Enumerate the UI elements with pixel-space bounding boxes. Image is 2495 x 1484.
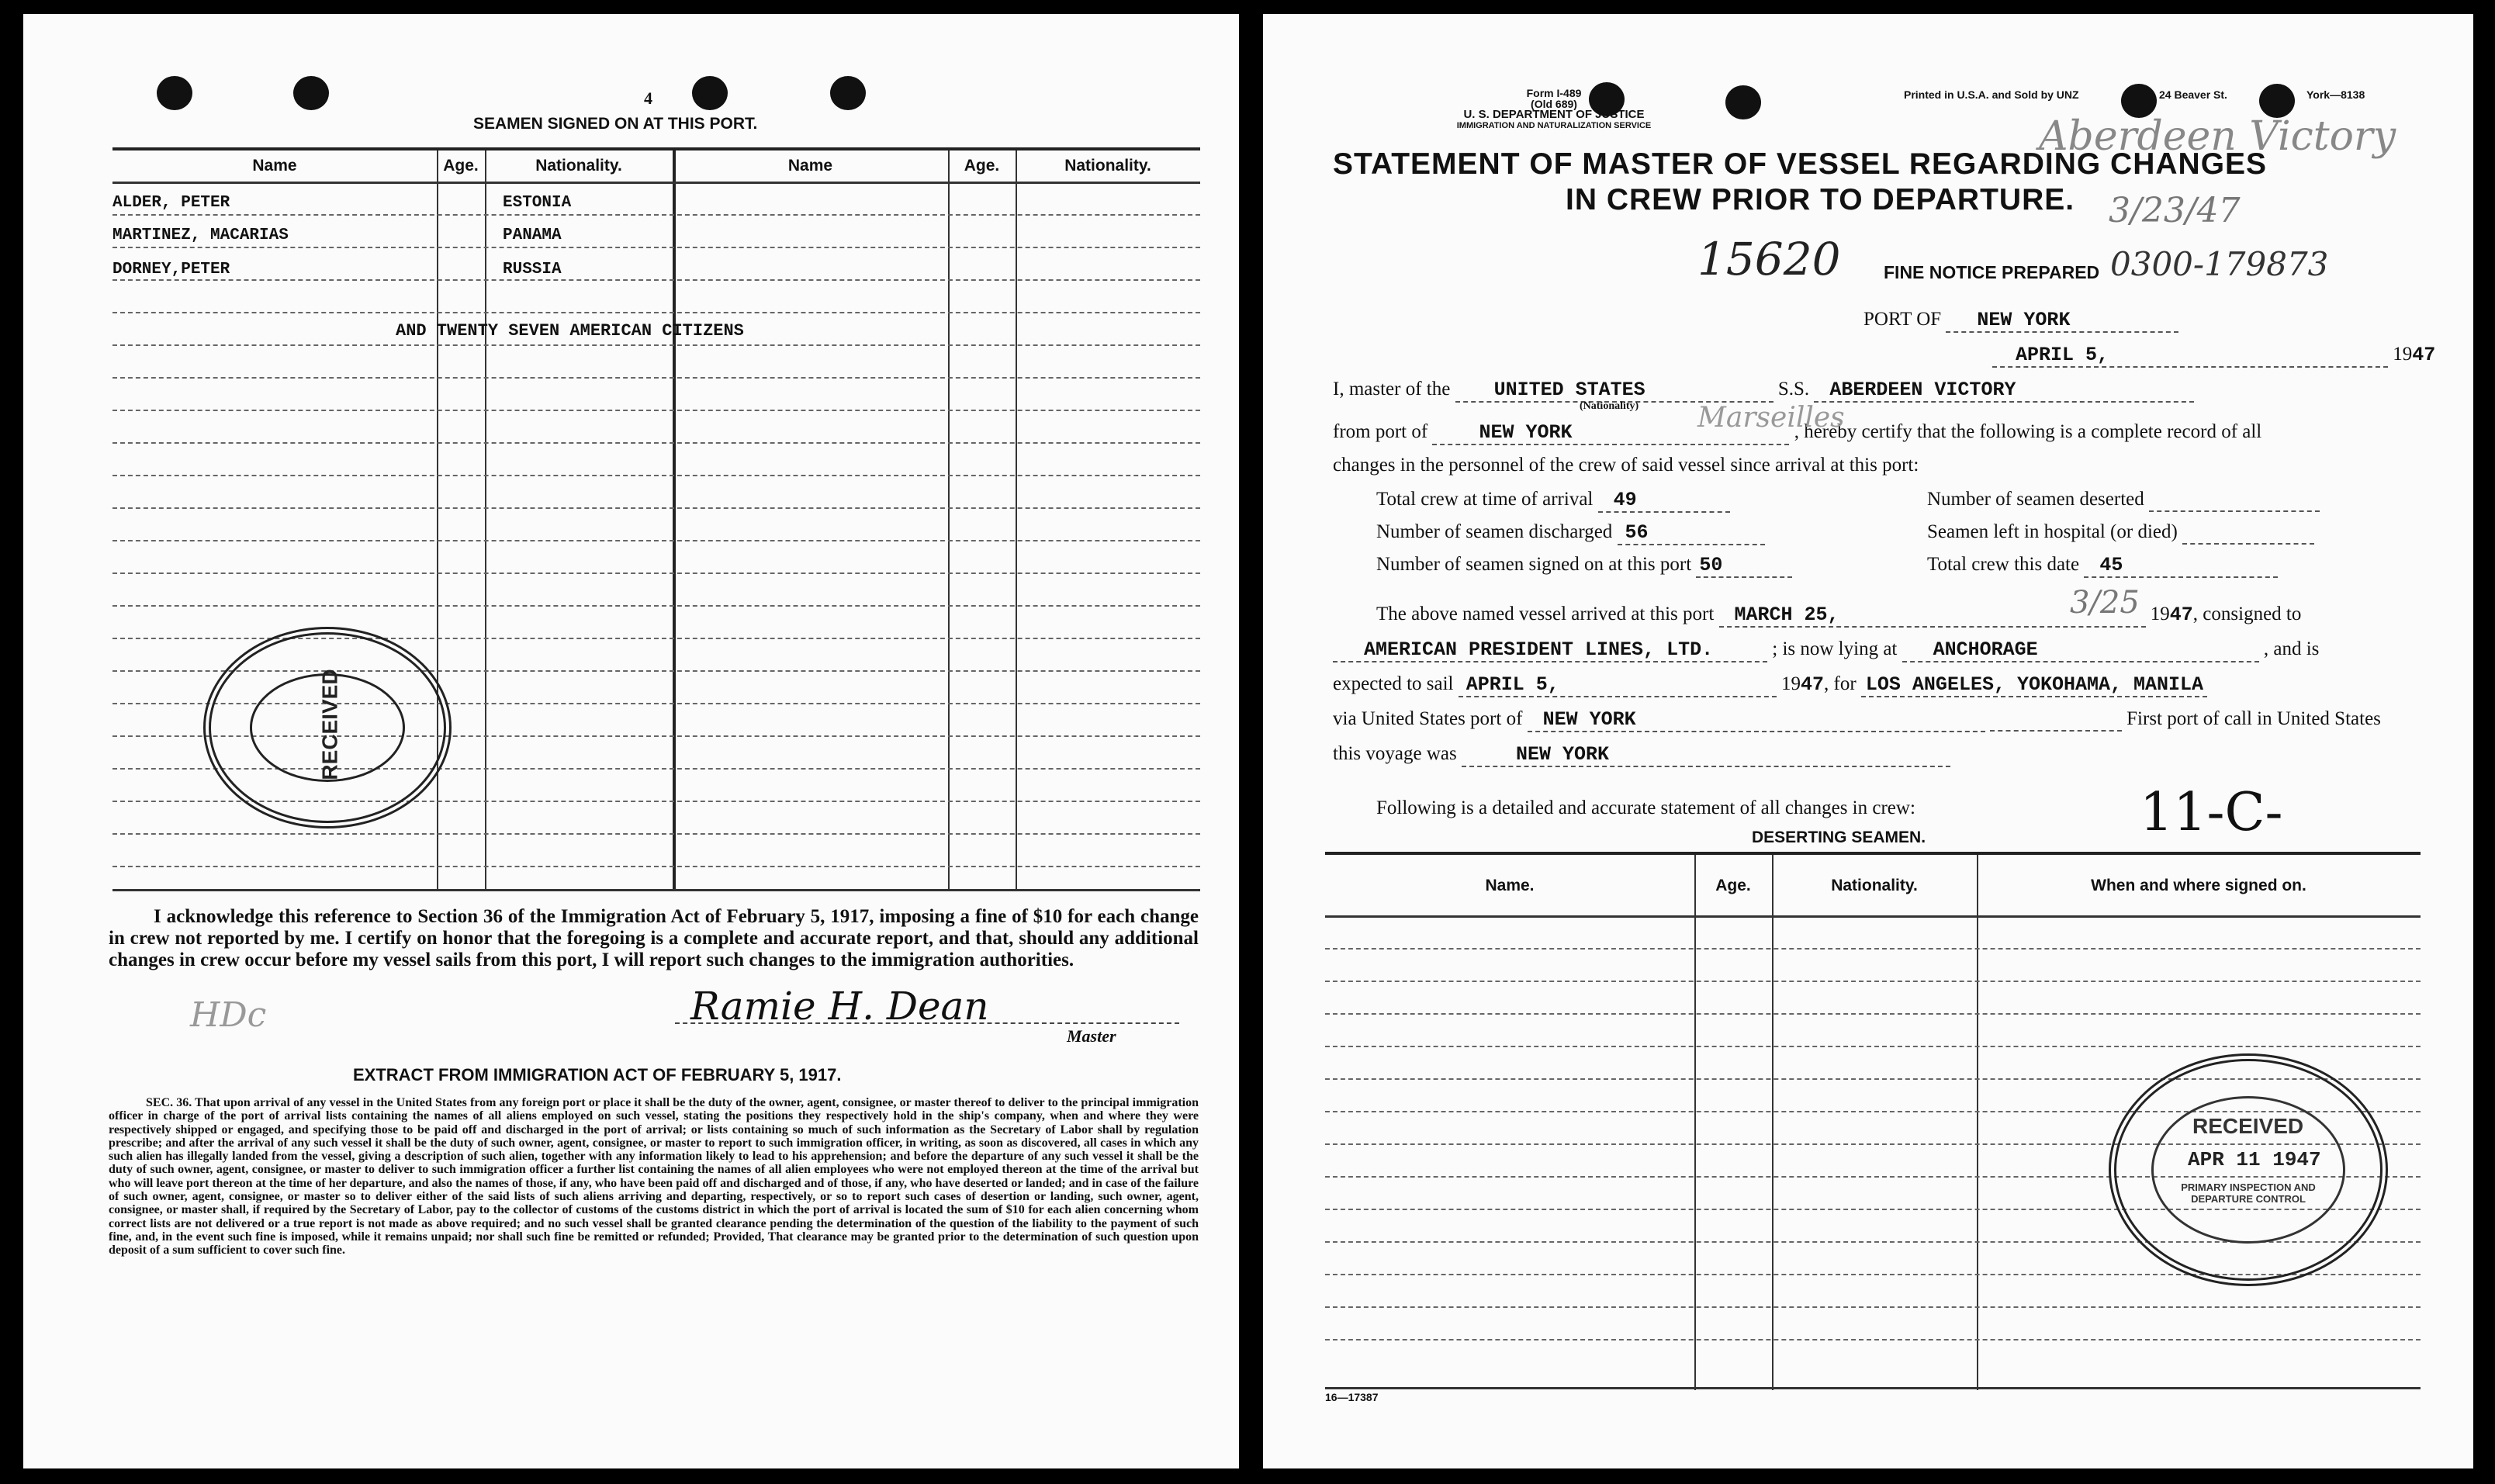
consignee-value: AMERICAN PRESIDENT LINES, LTD. [1333,638,1767,662]
row-1-name: ALDER, PETER [112,194,230,212]
header-age: Age. [443,157,479,175]
form-header [1441,88,1666,131]
stamp-sub: PRIMARY INSPECTION AND DEPARTURE CONTROL [2181,1181,2316,1205]
nationality-caption: (Nationality) [1580,400,1639,412]
section-title: SEAMEN SIGNED ON AT THIS PORT. [473,115,758,133]
stamp-received: RECEIVED [2192,1114,2304,1138]
received-stamp [203,627,452,828]
signed-on-field [1376,554,1792,578]
total-date-label: Total crew this date [1927,554,2080,575]
page-number: 4 [644,88,652,108]
master-of-label: I, master of the [1333,379,1451,400]
punch-hole-icon [293,76,329,110]
row-1-nationality: ESTONIA [503,194,572,212]
handwritten-number: 15620 [1697,233,1841,285]
nationality-value: UNITED STATES [1455,379,1773,403]
header-age-2: Age. [964,157,1000,175]
signature-line [675,1022,1179,1024]
row-2-nationality: PANAMA [503,227,562,244]
via-value: NEW YORK [1528,708,1985,732]
extract-text: SEC. 36. That upon arrival of any vessel in the United States from any foreign port or place it shall be the duty of the owner, agent, consignee, or master thereof to deliver to the principal immigration officer in charge of the port of arrival lists containing the names of all aliens employed on such vessel, stating the positions they respectively hold in the ship's company, when and where they were respectively shipped or engaged, and specifying those to be paid off and discharged in the port of arrival; or lists containing so much of such information as the Secretary of Labor shall by regulation prescribe; and after the arrival of any such vessel it shall be the duty of such owner, agent, consignee, or master to report to such immigration officer, in writing, as soon as discovered, all cases in which any such alien has illegally landed from the vessel, giving a description of such alien, together with any information likely to lead to his apprehension; and before the departure of any such vessel it shall be the duty of such owner, agent, consignee, or master to deliver to such immigration officer a further list containing the names of all alien employees who were not employed thereon at the time of the arrival but who will leave port thereon at the time of her departure, and also the names of those, if any, who have been paid off and discharged and of those, if any, who have deserted or landed; and in case of the failure of such owner, agent, consignee, or master so to deliver either of the said lists of such aliens arriving and departing, respectively, or so to report such cases of desertion or landing, such owner, agent, consignee, or master shall, if required by the Secretary of Labor, pay to the collector of customs of the customs district in which the port of arrival is located the sum of $10 for each alien concerning whom correct lists are not delivered or a true report is not made as above required; and no such vessel shall be granted clearance pending the determination of the question of the liability to the payment of such fine, and, in the event such fine is imposed, while it remains unpaid; nor shall such fine be remitted or refunded; Provided, That clearance may be granted prior to the determination of such question upon deposit of a sum sufficient to cover such fine. [109,1096,1199,1257]
master-signature: Ramie H. Dean [690,984,989,1029]
signed-on-value: 50 [1696,554,1792,578]
handwritten-date: 3/23/47 [2109,191,2241,230]
department-name: U. S. DEPARTMENT OF JUSTICE [1463,108,1645,121]
extract-title: EXTRACT FROM IMMIGRATION ACT OF FEBRUARY 5, 1917. [353,1065,842,1084]
following-text: Following is a detailed and accurate statement of all changes in crew: [1376,797,1915,818]
from-port-handwritten: Marseilles [1697,402,1845,434]
deserted-label: Number of seamen deserted [1927,489,2144,510]
form-title-line1: STATEMENT OF MASTER OF VESSEL REGARDING CHANGES [1333,147,2268,181]
left-page [23,14,1239,1468]
punch-hole-icon [1725,85,1761,119]
changes-text: changes in the personnel of the crew of said vessel since arrival at this port: [1333,455,1919,476]
port-label: PORT OF [1863,309,1942,330]
form-title-line2: IN CREW PRIOR TO DEPARTURE. [1566,183,2075,216]
form-old: (Old 689) [1531,98,1577,110]
header-nationality: Nationality. [535,157,622,175]
printer-code: York—8138 [2306,88,2365,101]
header-name: Name [252,157,297,175]
via-label: via United States port of [1333,708,1523,729]
right-page [1263,14,2473,1468]
first-port-label: First port of call in United States [2126,708,2381,729]
row-3-nationality: RUSSIA [503,261,562,278]
voyage-value: NEW YORK [1462,743,1950,767]
total-arrival-value: 49 [1598,489,1730,513]
destination-value: LOS ANGELES, YOKOHAMA, MANILA [1861,673,2207,697]
vessel-value: ABERDEEN VICTORY [1814,379,2194,403]
punch-hole-icon [157,76,192,110]
row-2-name: MARTINEZ, MACARIAS [112,227,289,244]
sail-year: 47 [1801,673,1825,696]
discharged-value: 56 [1618,521,1765,545]
year-prefix: 19 [2393,344,2413,365]
expected-label: expected to sail [1333,673,1454,694]
discharged-field [1376,521,1765,545]
signed-on-label: Number of seamen signed on at this port [1376,554,1692,575]
total-date-field [1927,554,2278,578]
for-label: , for [1824,673,1857,694]
stamp-date: APR 11 1947 [2188,1148,2321,1171]
via-line [1333,708,2381,732]
arrived-handwritten: 3/25 [2070,585,2140,621]
footer-code: 16—17387 [1325,1391,1379,1403]
note-line: AND TWENTY SEVEN AMERICAN CITIZENS [396,321,744,341]
received-stamp-right [2109,1053,2388,1286]
header-nationality-2: Nationality. [1064,157,1151,175]
stamp-label: RECEIVED [317,669,342,780]
handwritten-vessel: Aberdeen Victory [2039,113,2396,160]
row-3-name: DORNEY,PETER [112,261,230,278]
year-value: 47 [2412,344,2436,366]
printer-note: Printed in U.S.A. and Sold by UNZ [1904,88,2079,101]
date-value: APRIL 5, [1992,344,2388,368]
deserted-field [1927,489,2320,512]
printer-address: 24 Beaver St. [2159,88,2227,101]
master-label: Master [1067,1026,1116,1046]
voyage-line [1333,743,1950,767]
header-age: Age. [1715,877,1751,894]
deserting-title: DESERTING SEAMEN. [1752,828,1926,846]
hospital-label: Seamen left in hospital (or died) [1927,521,2178,542]
punch-hole-icon [692,76,728,110]
voyage-label: this voyage was [1333,743,1457,764]
certify-text: , hereby certify that the following is a complete record of all [1794,421,2262,442]
hospital-field [1927,521,2314,545]
arrived-value: MARCH 25, [1719,604,2146,628]
discharged-label: Number of seamen discharged [1376,521,1613,542]
from-port-value: NEW YORK [1432,421,1789,445]
form-number: Form I-489 [1526,87,1582,99]
sail-value: APRIL 5, [1459,673,1777,697]
header-name-2: Name [787,157,833,175]
arrived-label: The above named vessel arrived at this port [1376,604,1715,624]
expected-line: expected to sail APRIL 5, 1947, for LOS ANGELES, YOKOHAMA, MANILA [1333,673,2207,697]
ss-label: S.S. [1777,379,1810,400]
total-arrival-label: Total crew at time of arrival [1376,489,1594,510]
total-date-value: 45 [2084,554,2278,578]
arrived-line: The above named vessel arrived at this port MARCH 25, 1947, consigned to [1376,604,2302,626]
from-port-label: from port of [1333,421,1428,442]
port-value: NEW YORK [1946,309,2178,333]
header-when-where: When and where signed on. [2091,877,2306,894]
handwritten-initials: HDc [190,995,267,1035]
fine-notice-label: FINE NOTICE PREPARED [1884,262,2100,282]
acknowledgement-text: I acknowledge this reference to Section 36 of the Immigration Act of February 5, 1917, imposing a fine of $10 for each change in crew not reported by me. I certify on honor that the foregoing is a complete and accurate report, and that, should any additional changes in crew occur before my vessel sails from this port, I will report such changes to the immigration authorities. [109,906,1199,970]
lying-label: ; is now lying at [1772,638,1898,659]
header-name: Name. [1485,877,1535,894]
handwritten-code: 11-C- [2140,782,2283,843]
consignee-line [1333,638,2319,662]
port-field [1863,309,2178,333]
date-field [1992,344,2435,368]
consigned-label: , consigned to [2192,604,2302,624]
service-name: IMMIGRATION AND NATURALIZATION SERVICE [1456,121,1652,130]
master-of-line [1333,379,2194,403]
punch-hole-icon [830,76,866,110]
header-nationality: Nationality. [1831,877,1918,894]
fine-notice-value: 0300-179873 [2110,245,2329,283]
and-is-label: , and is [2263,638,2320,659]
lying-value: ANCHORAGE [1902,638,2259,662]
total-arrival-field [1376,489,1730,513]
arrived-year: 47 [2169,604,2193,626]
